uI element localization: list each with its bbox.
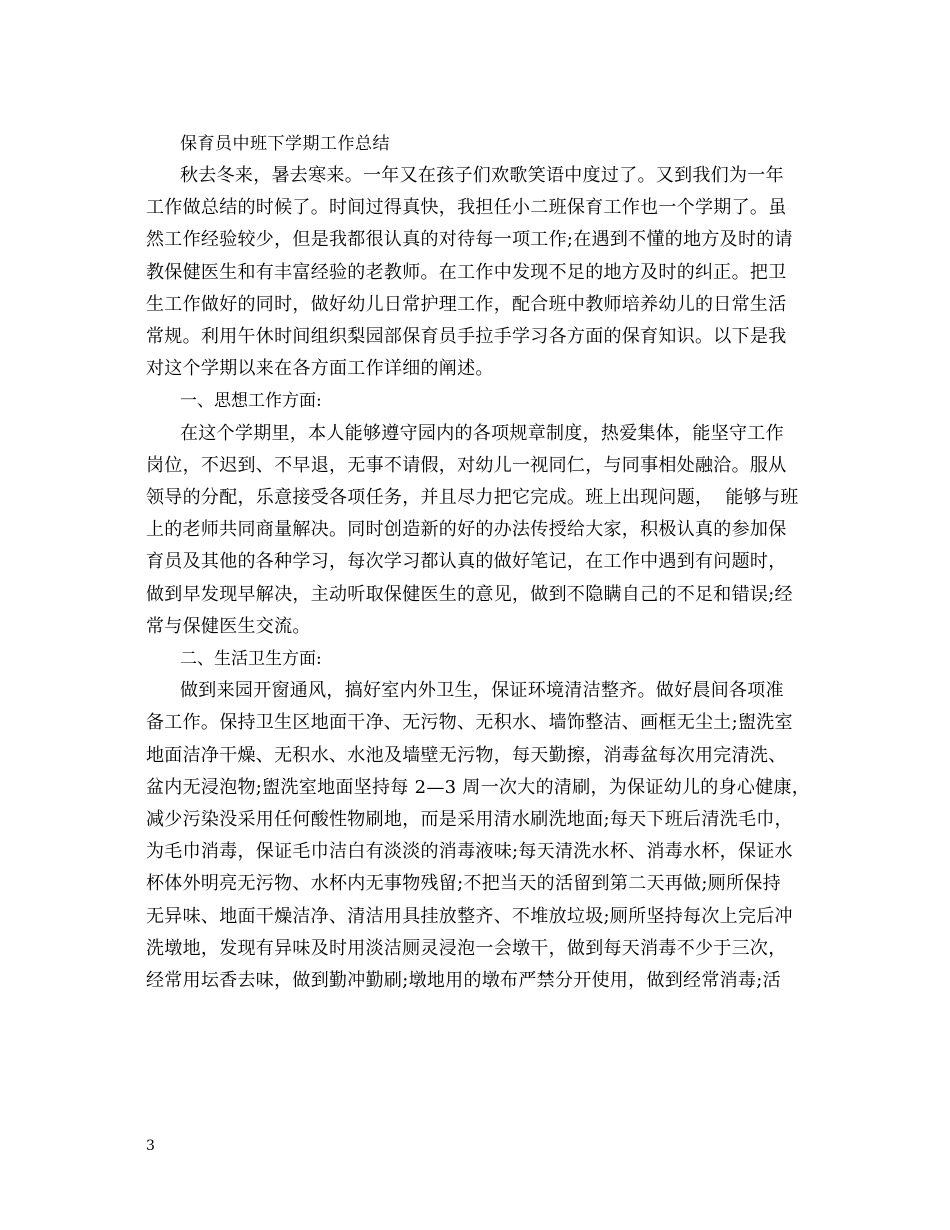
paragraph-line: 减少污染没采用任何酸性物刷地，而是采用清水刷洗地面;每天下班后清洗毛巾， (146, 809, 793, 831)
paragraph-line: 盆内无浸泡物;盥洗室地面坚持每 2—3 周一次大的清刷，为保证幼儿的身心健康， (146, 776, 811, 798)
paragraph-line: 备工作。保持卫生区地面干净、无污物、无积水、墙饰整洁、画框无尘土;盥洗室 (146, 712, 793, 734)
paragraph-line: 做到来园开窗通风，搞好室内外卫生，保证环境清洁整齐。做好晨间各项准 (180, 680, 784, 702)
paragraph-line: 为毛巾消毒，保证毛巾洁白有淡淡的消毒液味;每天清洗水杯、消毒水杯，保证水 (146, 841, 793, 863)
paragraph-line: 领导的分配，乐意接受各项任务，并且尽力把它完成。班上出现问题， 能够与班 (146, 487, 799, 509)
document-title: 保育员中班下学期工作总结 (180, 134, 390, 154)
paragraph-line: 秋去冬来，暑去寒来。一年又在孩子们欢歌笑语中度过了。又到我们为一年 (180, 165, 784, 186)
paragraph-line: 育员及其他的各种学习，每次学习都认真的做好笔记，在工作中遇到有问题时， (146, 551, 787, 573)
paragraph-line: 对这个学期以来在各方面工作详细的阐述。 (146, 358, 494, 380)
paragraph-line: 上的老师共同商量解决。同时创造新的好的办法传授给大家，积极认真的参加保 (146, 519, 787, 541)
intro-paragraph (146, 160, 810, 385)
paragraph-line: 洗墩地，发现有异味及时用淡洁厕灵浸泡一会墩干，做到每天消毒不少于三次， (146, 937, 787, 959)
paragraph-line: 做到早发现早解决，主动听取保健医生的意见，做到不隐瞒自己的不足和错误;经 (146, 583, 793, 605)
paragraph-line: 常规。利用午休时间组织梨园部保育员手拉手学习各方面的保育知识。以下是我 (146, 326, 787, 348)
page-number: 3 (146, 1138, 155, 1154)
paragraph-line: 然工作经验较少，但是我都很认真的对待每一项工作;在遇到不懂的地方及时的请 (146, 229, 793, 251)
paragraph-line: 教保健医生和有丰富经验的老教师。在工作中发现不足的地方及时的纠正。把卫 (146, 261, 787, 283)
paragraph-line: 岗位，不迟到、不早退，无事不请假，对幼儿一视同仁，与同事相处融洽。服从 (146, 454, 787, 476)
paragraph-line: 地面洁净干燥、无积水、水池及墙壁无污物，每天勤擦，消毒盆每次用完清洗、 (146, 744, 787, 766)
paragraph-line: 无异味、地面干燥洁净、清洁用具挂放整齐、不堆放垃圾;厕所坚持每次上完后冲 (146, 905, 793, 927)
paragraph-line: 杯体外明亮无污物、水杯内无事物残留;不把当天的活留到第二天再做;厕所保持 (146, 873, 781, 895)
document-body (146, 128, 810, 997)
section-heading-hygiene: 二、生活卫生方面: (180, 649, 322, 670)
paragraph-line: 生工作做好的同时，做好幼儿日常护理工作，配合班中教师培养幼儿的日常生活 (146, 293, 787, 315)
paragraph-line: 经常用坛香去味，做到勤冲勤刷;墩地用的墩布严禁分开使用，做到经常消毒;活 (146, 970, 781, 992)
section-paragraph-hygiene (146, 675, 810, 997)
paragraph-line: 在这个学期里，本人能够遵守园内的各项规章制度，热爱集体，能坚守工作 (180, 422, 784, 444)
section-heading-thought: 一、思想工作方面: (180, 391, 322, 412)
section-paragraph-thought (146, 418, 810, 643)
paragraph-line: 常与保健医生交流。 (146, 615, 311, 637)
paragraph-line: 工作做总结的时候了。时间过得真快，我担任小二班保育工作也一个学期了。虽 (146, 197, 787, 219)
